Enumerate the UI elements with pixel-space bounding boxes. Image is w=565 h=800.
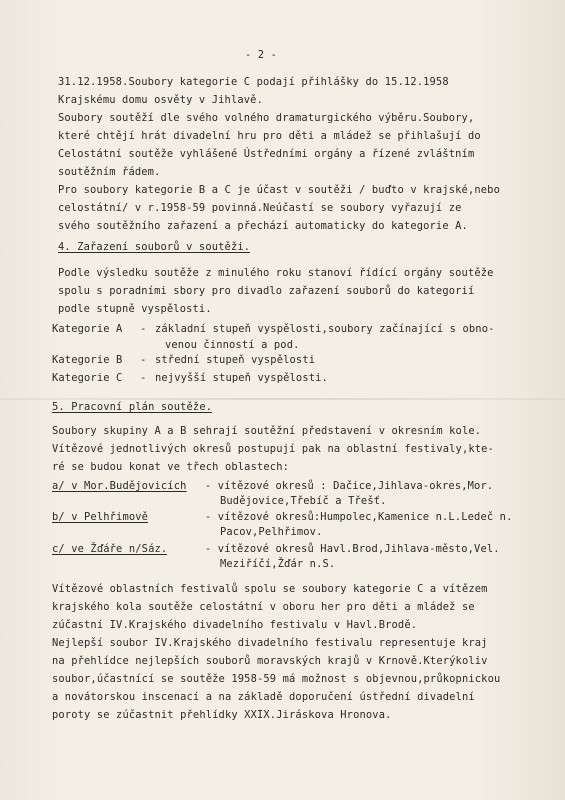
text-line: 31.12.1958.Soubory kategorie C podají přihlášky do 15.12.1958 [58, 76, 449, 88]
text-line: které chtějí hrát divadelní hru pro děti a mládež se přihlašují do [58, 130, 481, 142]
text-line: soubor,účastnící se soutěže 1958-59 má možnost s objevnou,průkopnickou [52, 673, 501, 685]
category-name: Kategorie A [52, 323, 123, 335]
region-label: c/ ve Žďáře n/Sáz. [52, 543, 168, 555]
region-text: - vítězové okresů : Dačice,Jihlava-okres,Mor. [205, 480, 494, 492]
category-name: Kategorie C [52, 372, 123, 384]
category-desc: základní stupeň vyspělosti,soubory začínající s obno- [155, 323, 495, 335]
section-heading: 4. Zařazení souborů v soutěži. [58, 241, 251, 253]
text-line: spolu s poradními sbory pro divadlo zařazení souborů do kategorií [58, 285, 475, 297]
category-desc: venou činností a pod. [165, 339, 300, 351]
text-line: Vítězové oblastních festivalů spolu se soubory kategorie C a vítězem [52, 583, 488, 595]
text-line: a novátorskou inscenací a na základě doporučení ústřední divadelní [52, 691, 475, 703]
region-text: - vítězové okresů:Humpolec,Kamenice n.L.Ledeč n. [205, 511, 513, 523]
text-line: Soubory soutěží dle svého volného dramaturgického výběru.Soubory, [58, 112, 475, 124]
category-dash: - [140, 372, 147, 384]
region-label: b/ v Pelhřimově [52, 511, 149, 523]
region-label: a/ v Mor.Budějovicích [52, 480, 187, 492]
text-line: celostátní/ v r.1958-59 povinná.Neúčastí se soubory vyřazují ze [58, 202, 462, 214]
text-line: Nejlepší soubor IV.Krajského divadelního festivalu representuje kraj [52, 637, 488, 649]
region-text: Meziříčí,Žďár n.S. [220, 558, 336, 570]
category-desc: nejvyšší stupeň vyspělosti. [155, 372, 328, 384]
region-text: - vítězové okresů Havl.Brod,Jihlava-město,Vel. [205, 543, 500, 555]
text-line: podle stupně vyspělosti. [58, 303, 212, 315]
text-line: Celostátní soutěže vyhlášené Ústředními orgány a řízené zvláštním [58, 148, 475, 160]
text-line: poroty se zúčastnit přehlídky XXIX.Jiráskova Hronova. [52, 709, 392, 721]
text-line: svého soutěžního zařazení a přechází automaticky do kategorie A. [58, 220, 468, 232]
category-name: Kategorie B [52, 354, 123, 366]
text-line: Krajskému domu osvěty v Jihlavě. [58, 94, 263, 106]
category-dash: - [140, 354, 147, 366]
text-line: Podle výsledku soutěže z minulého roku stanoví řídící orgány soutěže [58, 267, 494, 279]
text-line: ré se budou konat ve třech oblastech: [52, 461, 290, 473]
category-dash: - [140, 323, 147, 335]
region-text: Budějovice,Třebíč a Třešť. [220, 495, 387, 507]
region-text: Pacov,Pelhřimov. [220, 526, 323, 538]
text-line: Pro soubory kategorie B a C je účast v soutěži / buďto v krajské,nebo [58, 184, 500, 196]
text-line: soutěžním řádem. [58, 166, 161, 178]
text-line: Soubory skupiny A a B sehrají soutěžní představení v okresním kole. [52, 425, 482, 437]
page-number: - 2 - [245, 49, 278, 61]
text-line: krajského kola soutěže celostátní v oboru her pro děti a mládež se [52, 601, 475, 613]
text-line: na přehlídce nejlepších souborů moravských krajů v Krnově.Kterýkoliv [52, 655, 488, 667]
category-desc: střední stupeň vyspělosti [155, 354, 316, 366]
text-line: zúčastní IV.Krajského divadelního festivalu v Havl.Brodě. [52, 619, 418, 631]
text-line: Vítězové jednotlivých okresů postupují pak na oblastní festivaly,kte- [52, 443, 494, 455]
section-heading: 5. Pracovní plán soutěže. [52, 401, 213, 413]
